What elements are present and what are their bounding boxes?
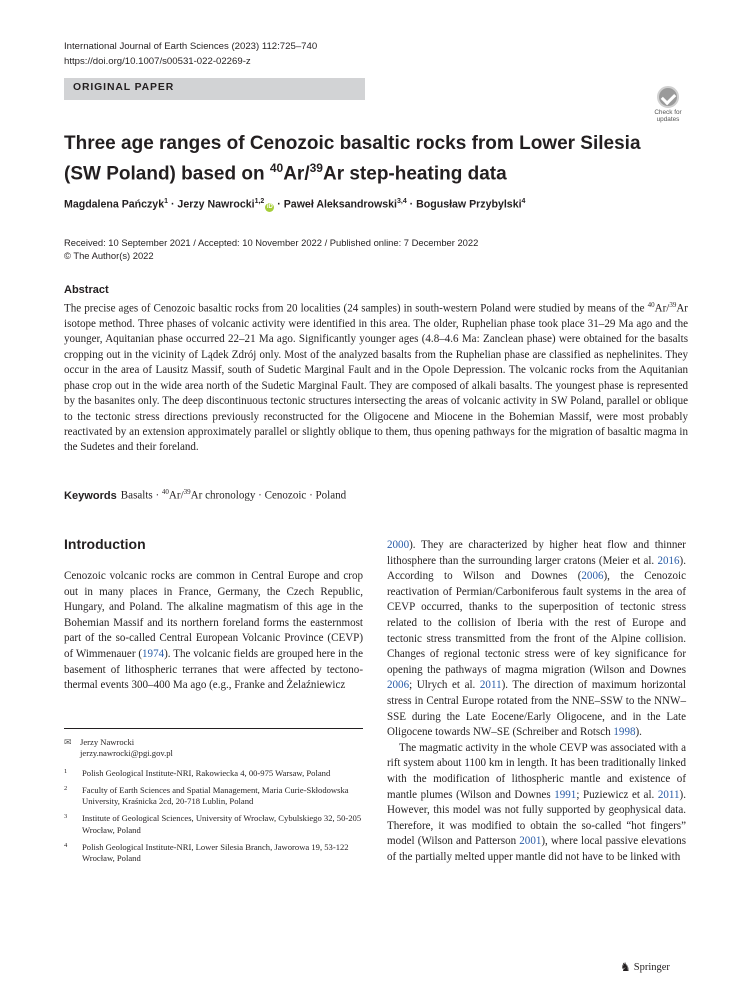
author-name[interactable]: Bogusław Przybylski [416,198,522,211]
citation-link[interactable]: 2000 [387,539,410,551]
mail-icon: ✉ [64,737,72,747]
citation-link[interactable]: 1991 [554,788,577,801]
corresponding-author [64,737,363,760]
citation-link[interactable]: 2001 [519,835,542,848]
journal-header [64,39,317,69]
citation-link[interactable]: 1974 [142,647,165,660]
check-for-updates-badge[interactable] [648,86,688,122]
contact-email[interactable]: jerzy.nawrocki@pgi.gov.pl [80,748,173,759]
paper-title: Three age ranges of Cenozoic basaltic rocks from Lower Silesia (SW Poland) based on $^{40}$Ar/$^{39}$Ar step-heating data [64,133,641,185]
keywords-label: Keywords [64,489,117,502]
author-list: Magdalena Pańczyk$^1$ · Jerzy Nawrocki$^{1,2}$iD · Paweł Aleksandrowski$^{3,4}$ · Bogusław Przybylski$^4$ [64,198,526,211]
history-dates: Received: 10 September 2021 / Accepted: 10 November 2022 / Published online: 7 December 2022 [64,237,479,248]
doi-link[interactable]: https://doi.org/10.1007/s00531-022-02269-z [64,56,251,67]
author-name[interactable]: Magdalena Pańczyk [64,198,165,211]
publisher-logo [620,960,670,975]
introduction-heading: Introduction [64,536,146,552]
keywords: Keywords Basalts · $^{40}$Ar/$^{39}$Ar chronology · Cenozoic · Poland [64,488,347,502]
intro-paragraph: 2000). They are characterized by higher heat flow and thinner lithosphere than the surrounding larger cratons (Meier et al. 2016). According to Wilson and Downes (2006), the Cenozoic reactivation of Permian/Carboniferous fault systems in the area of CEVP occurred, thanks to the superposition of tectonic stress related to the collision of Iberia with the rest of Europe and tectonic stress transmitted from the front of the Alpine collision. Changes of regional tectonic stress were of key significance for opening the pathways of magma migration (Wilson and Downes 2006; Ulrych et al. 2011). The direction of maximum horizontal stress in Central Europe rotated from the NNE–SSW to the NNW–SSE during the Late Eocene/Early Oligocene, and in the Late Oligocene towards NW–SE (Schreiber and Rotsch 1998). [387,539,686,739]
publication-dates [64,237,478,262]
footnote-divider [64,728,363,729]
intro-left-column: Cenozoic volcanic rocks are common in Central Europe and crop out in many places in France, Germany, the Czech Republic, Hungary, and Poland. The alkaline magmatism of this age in the Bohemian Massif and its northern foreland forms the easternmost part of the so-called Central European Volcanic Province (CEVP) of Wimmenauer (1974). The volcanic fields are grouped here in the basement of lithospheric terranes that were affected by tectono-thermal events 300–400 Ma ago (e.g., Franke and Żelaźniewicz [64,570,363,692]
contact-name: Jerzy Nawrocki [80,737,135,747]
citation-link[interactable]: 1998 [613,726,636,739]
abstract-body: The precise ages of Cenozoic basaltic rocks from 20 localities (24 samples) in south-western Poland were studied by means of the $^{40}$Ar/$^{39}$Ar isotope method. Three phases of volcanic activity were identified in this area. The older, Ruphelian phase took place 31–29 Ma ago and the younger, Aquitanian phase occurred 22–21 Ma ago. Significantly younger ages (4.8–4.6 Ma: Zanclean phase) were obtained for the basalts cropping out in the vicinity of Lądek Zdrój only. Most of the analyzed basalts from the Ruphelian phase are classified as nephelinites. They occur in the area of Lausitz Massif, south of Sudetic Marginal Fault and in the Opole Depression. The volcanic rocks from the Aquitanian phase crop out in the wide area north of the Sudetic Marginal Fault. They are composed of alkali basalts. The youngest phase is represented by the basanites only. The deep discontinuous tectonic structures intersecting the areas of volcanic activity in SW Poland, parallel or oblique to the tectonic stress directions previously reconstructed for the Oligocene and Miocene in the Bohemian Massif, were most probably reactivated by an extension approximately parallel or slightly oblique to them, thus opening pathways for the migration of basaltic magma in the Sudetes and their foreland. [64,301,688,454]
citation-link[interactable]: 2011 [657,788,680,801]
author-name[interactable]: Jerzy Nawrocki [177,198,255,211]
abstract-heading: Abstract [64,284,109,296]
paper-type-label: ORIGINAL PAPER [73,82,175,93]
copyright-line: © The Author(s) 2022 [64,249,154,261]
paper-type-bar [64,78,365,100]
affiliation-footnote: 4 Polish Geological Institute-NRI, Lower Silesia Branch, Jaworowa 19, 53-122 Wrocław, Poland [64,842,349,864]
affiliation-footnote: 3 Institute of Geological Sciences, University of Wrocław, Cybulskiego 32, 50-205 Wrocław, Poland [64,813,362,835]
citation-link[interactable]: 2016 [657,554,680,567]
springer-horse-icon: ♞ [620,960,631,974]
intro-paragraph: The magmatic activity in the whole CEVP was associated with a rift system about 1100 km in length. It has been traditionally linked with the modification of lithospheric mantle and existence of mantle plumes (Wilson and Downes 1991; Puziewicz et al. 2011). However, this model was not fully supported by geophysical data. Therefore, it was modified to obtain the so-called “hot fingers” model (Wilson and Patterson 2001), where local passive elevations of the partially melted upper mantle did not have to be linked with [387,741,686,863]
citation-link[interactable]: 2006 [387,679,410,692]
check-updates-text: Check for updates [654,109,682,123]
citation-link[interactable]: 2011 [479,679,502,692]
publisher-name: Springer [633,962,670,973]
intro-right-column [387,538,686,865]
footnotes [64,737,363,871]
journal-citation: International Journal of Earth Sciences (2023) 112:725–740 [64,41,318,52]
citation-link[interactable]: 2006 [581,570,604,583]
author-name[interactable]: Paweł Aleksandrowski [283,198,397,211]
affiliation-footnote: 2 Faculty of Earth Sciences and Spatial Management, Maria Curie-Skłodowska University, Kraśnicka 2cd, 20-718 Lublin, Poland [64,784,349,807]
check-updates-icon [657,86,679,108]
orcid-icon[interactable]: iD [266,203,273,210]
affiliation-footnote: 1 Polish Geological Institute-NRI, Rakowiecka 4, 00-975 Warsaw, Poland [64,767,331,778]
